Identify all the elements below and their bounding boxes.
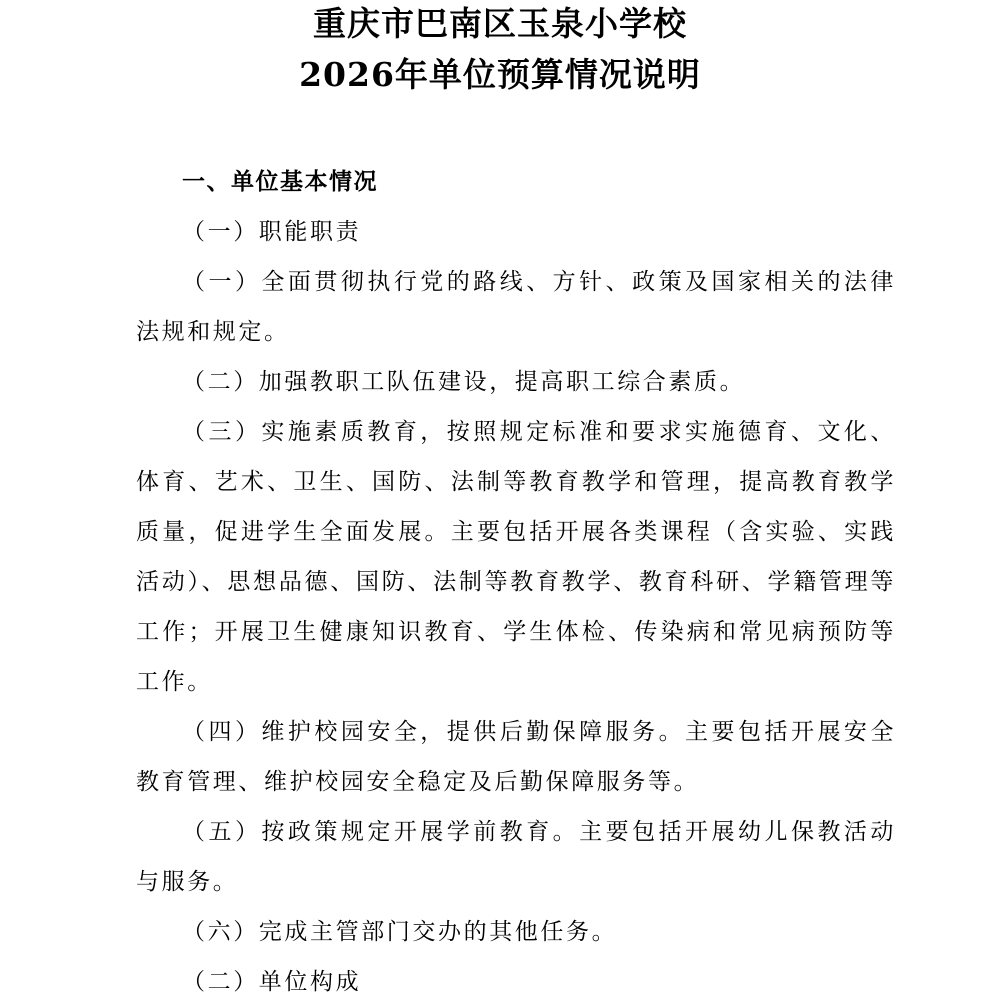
subsection-heading-functions: （一）职能职责	[182, 219, 362, 245]
paragraph-item-6: （六）完成主管部门交办的其他任务。	[182, 919, 618, 945]
document-title-line1: 重庆市巴南区玉泉小学校	[313, 4, 687, 43]
document-body	[136, 157, 896, 1001]
section-heading-basic-info: 一、单位基本情况	[182, 169, 378, 195]
subsection-heading-composition: （二）单位构成	[182, 969, 362, 995]
paragraph-item-4: （四）维护校园安全，提供后勤保障服务。主要包括开展安全教育管理、维护校园安全稳定及后勤保障服务等。	[136, 719, 896, 795]
paragraph-item-2: （二）加强教职工队伍建设，提高职工综合素质。	[182, 369, 746, 395]
paragraph-item-1: （一）全面贯彻执行党的路线、方针、政策及国家相关的法律法规和规定。	[136, 269, 896, 345]
paragraph-item-3: （三）实施素质教育，按照规定标准和要求实施德育、文化、体育、艺术、卫生、国防、法制等教育教学和管理，提高教育教学质量，促进学生全面发展。主要包括开展各类课程（含实验、实践活动）、思想品德、国防、法制等教育教学、教育科研、学籍管理等工作；开展卫生健康知识教育、学生体检、传染病和常见病预防等工作。	[136, 419, 896, 695]
paragraph-item-5: （五）按政策规定开展学前教育。主要包括开展幼儿保教活动与服务。	[136, 819, 896, 895]
document-title-line2: 2026年单位预算情况说明	[299, 55, 701, 94]
